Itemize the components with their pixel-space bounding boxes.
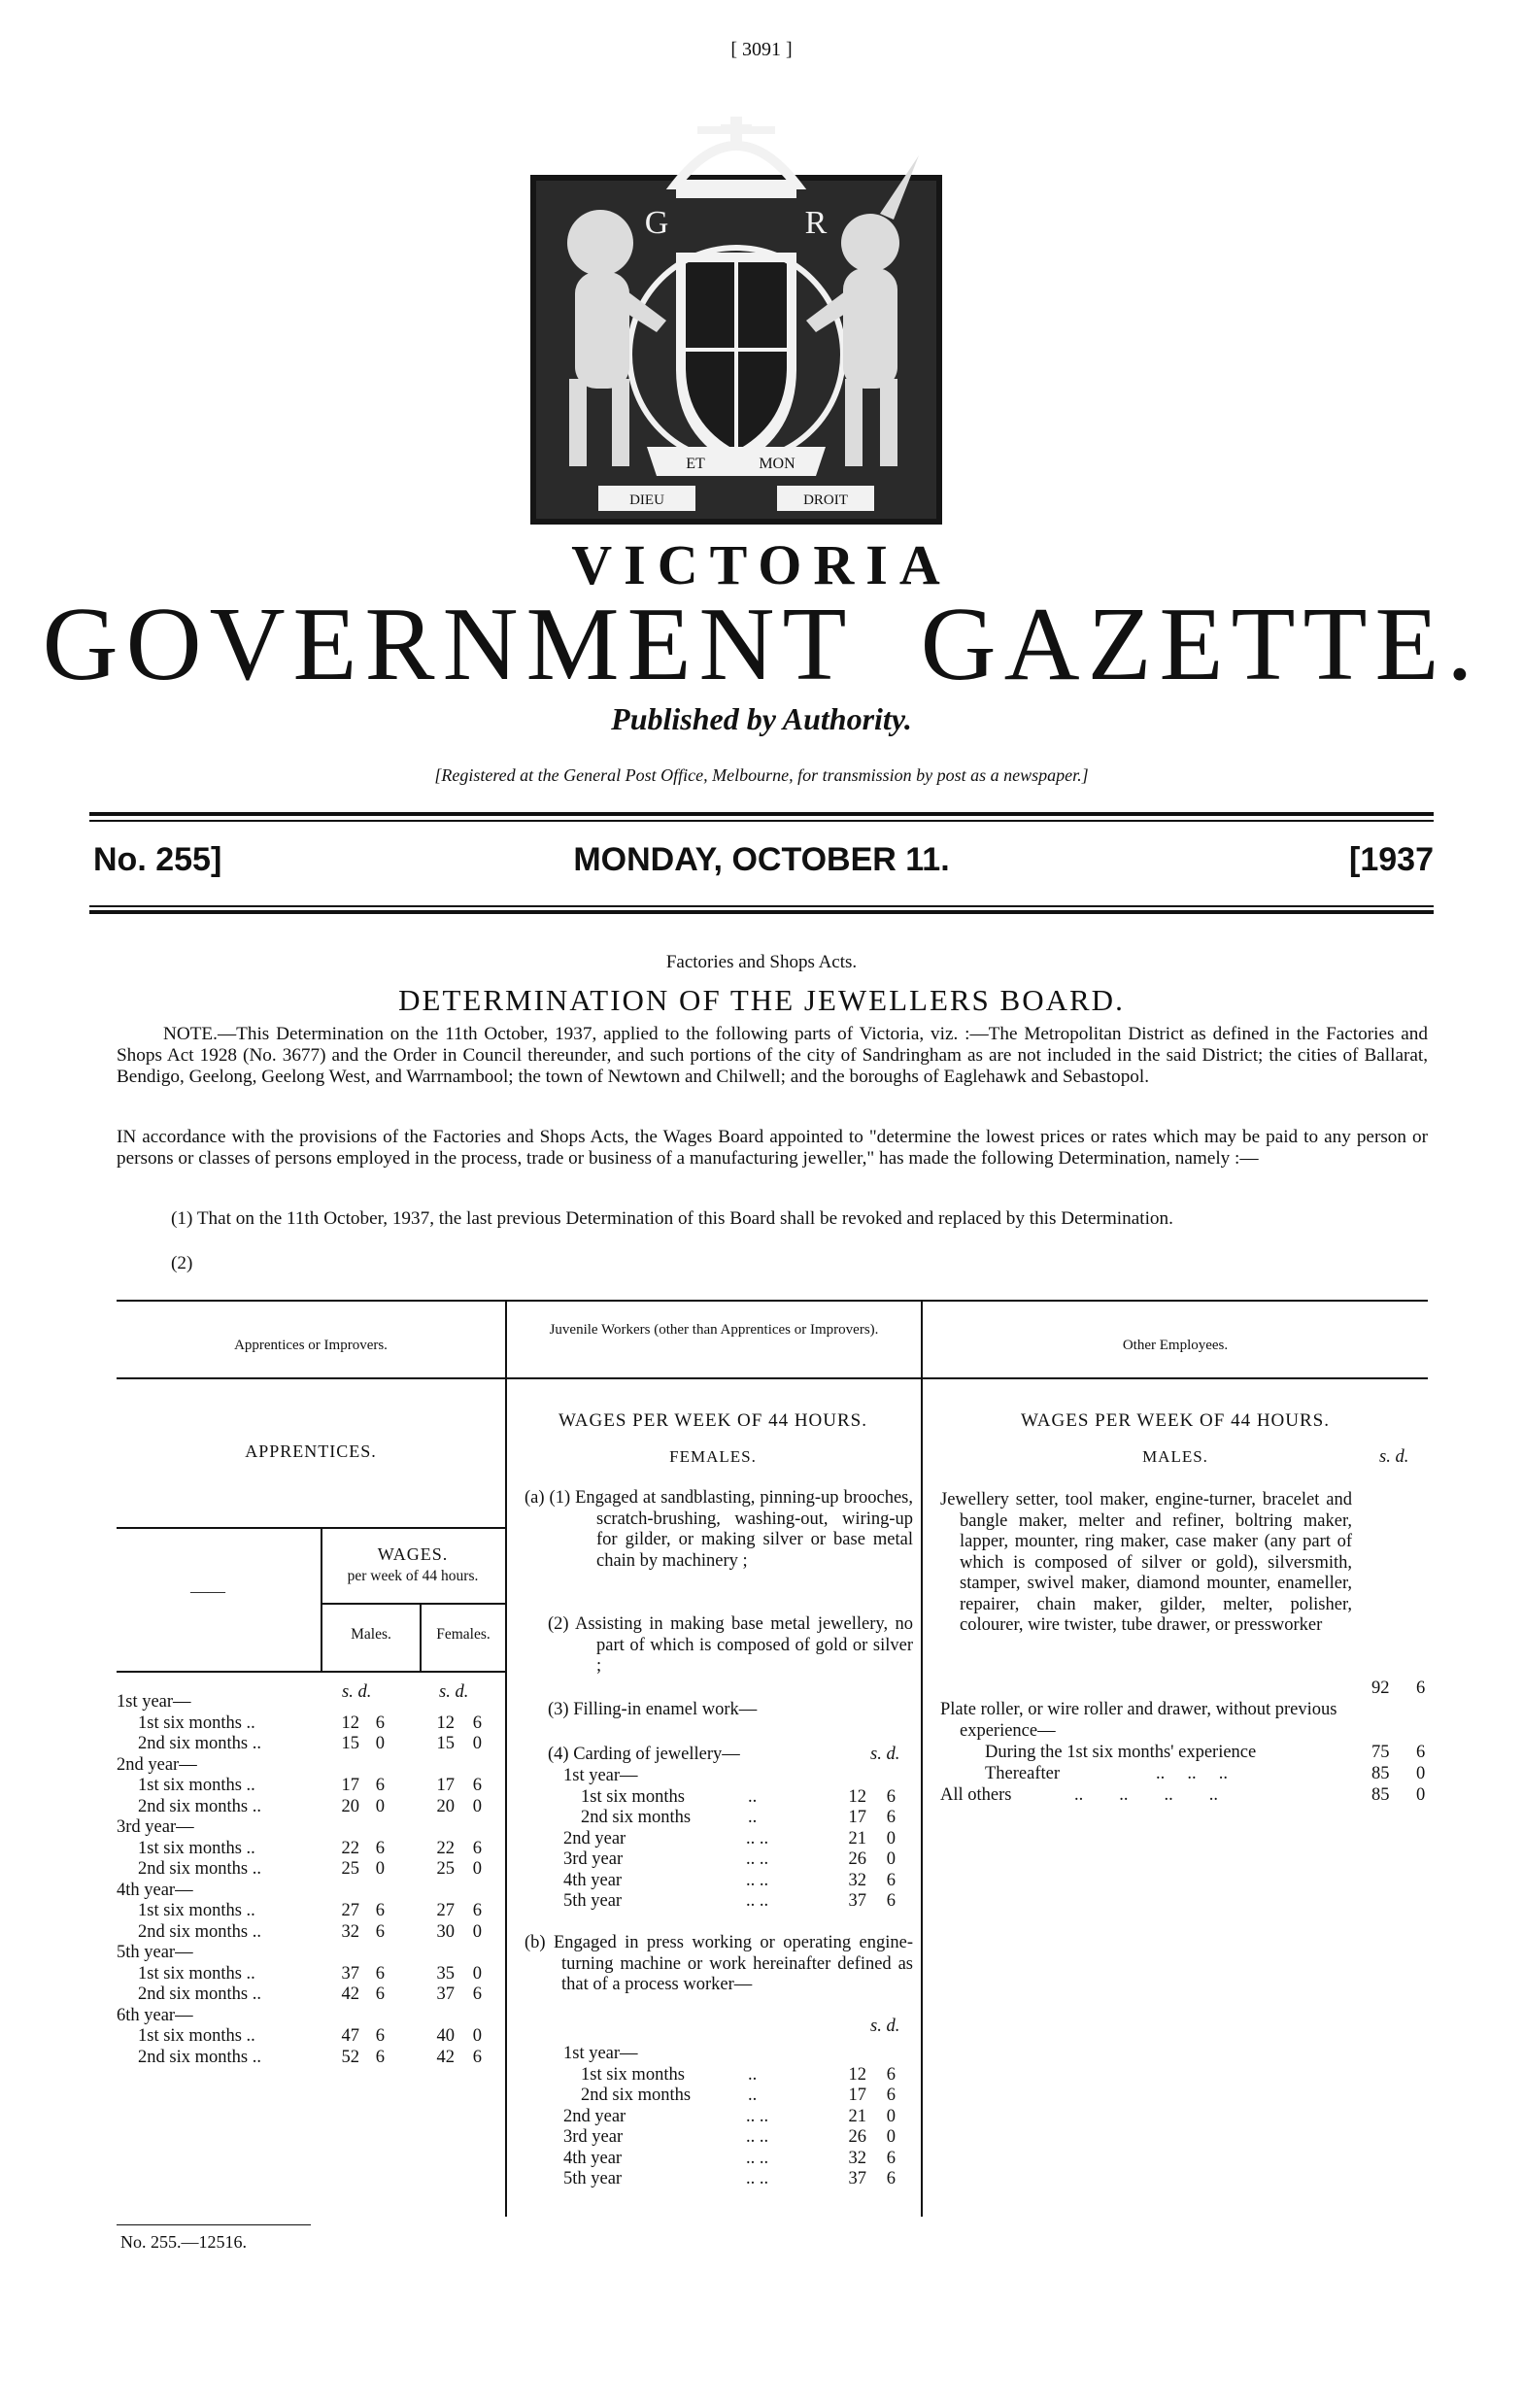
others-during: During the 1st six months' experience [985,1743,1257,1762]
masthead-victoria: VICTORIA [571,533,952,596]
apprentice-row-male-s: 27 [341,1901,359,1920]
juveniles-clause-a4: (4) Carding of jewellery— [548,1745,740,1764]
juveniles-females: FEMALES. [669,1447,757,1466]
clause-2: (2) [171,1253,193,1273]
masthead-rule-top [89,812,1434,816]
juvenile-row-leader: .. .. [746,2127,769,2147]
published-by-authority: Published by Authority. [611,701,912,736]
apprentice-row-male-s: 47 [341,2026,359,2046]
apprentice-row-female-d: 0 [472,1859,482,1879]
juveniles-clause-a2: (2) Assisting in making base metal jewellery, no part of which is composed of gold or silver ; [548,1614,913,1676]
apprentice-row-label: 2nd six months .. [138,2047,261,2067]
masthead-rule-bottom [89,910,1434,914]
motto-droit: DROIT [803,492,848,508]
others-jewellery-setter-d: 6 [1416,1679,1426,1698]
apprentice-row-male-d: 6 [375,1921,385,1942]
juvenile-row-label: 4th year [563,1870,623,1890]
juvenile-row-s: 37 [848,1891,866,1911]
juvenile-row-s: 17 [848,1808,866,1827]
juveniles-clause-b: (b) Engaged in press working or operating engine-turning machine or work hereinafter defined as that of a process worker— [525,1933,913,1994]
apprentice-row-label: 1st six months .. [138,1838,255,1858]
juvenile-row-leader: .. .. [746,1849,769,1869]
juvenile-row-leader: .. .. [746,1870,769,1890]
juveniles-wages-title: WAGES PER WEEK OF 44 HOURS. [558,1410,867,1431]
others-thereafter: Thereafter [985,1764,1061,1783]
apprentice-row-label: 2nd six months .. [138,1921,261,1942]
apprentice-row-label: 5th year— [117,1943,193,1962]
juvenile-row-d: 0 [886,2106,896,2126]
act-title: Factories and Shops Acts. [665,952,858,972]
apprentice-row-label: 6th year— [117,2005,193,2025]
juveniles-schedule-a [505,1766,921,1921]
juvenile-row-label: 1st six months [581,1786,685,1807]
apprentice-row-male-s: 37 [341,1963,359,1984]
apprentice-row-label: 1st six months .. [138,1776,255,1795]
juvenile-row-label: 3rd year [563,2127,624,2147]
juvenile-row-leader: .. .. [746,1891,769,1911]
apprentice-row-male-d: 6 [375,1963,385,1984]
apprentice-row-label: 2nd six months .. [138,1734,261,1753]
others-plate-roller: Plate roller, or wire roller and drawer, without previous experience— [940,1700,1337,1741]
others-jewellery-setter: Jewellery setter, tool maker, engine-turner, bracelet and bangle maker, melter and refiner, boltring maker, lapper, mounter, ring maker, case maker (any part of which is composed of silver or gold), silversmith, stamper, swivel maker, diamond mounter, enameller, repairer, chain maker, gilder, melter, polisher, colourer, wire twister, tube drawer, or pressworker [940,1490,1352,1635]
juvenile-row-s: 21 [848,2106,866,2126]
apprentice-row-label: 4th year— [117,1880,193,1900]
col-header-apprentices: Apprentices or Improvers. [234,1338,388,1353]
footer-rule [117,2224,311,2225]
apprentice-row-female-d: 6 [472,1713,482,1733]
registered-note: [Registered at the General Post Office, Melbourne, for transmission by post as a newspaper.] [434,765,1089,785]
apprentice-row-label: 2nd six months .. [138,1796,261,1816]
others-sd: s. d. [1379,1447,1409,1467]
juvenile-row-leader: .. .. [746,2169,769,2188]
apprentice-row-male-d: 6 [375,1838,385,1858]
juvenile-row-d: 6 [886,1808,896,1827]
apprentice-row-female-d: 6 [472,1776,482,1795]
apprentice-row-female-d: 0 [472,1963,482,1984]
juvenile-row-d: 0 [886,2127,896,2147]
others-males: MALES. [1142,1447,1208,1466]
masthead-rule-top-thin [89,820,1434,822]
apprentice-row-male-s: 32 [341,1921,359,1942]
juvenile-row-d: 6 [886,2169,896,2188]
initial-r: R [804,205,828,241]
juvenile-row-leader: .. [748,2086,758,2105]
apprentice-row-female-s: 37 [436,1984,455,2004]
apprentice-row-female-s: 25 [436,1859,455,1879]
apprentice-row-female-d: 0 [472,1796,482,1816]
others-all-others: All others [940,1785,1012,1805]
juvenile-row-label: 5th year [563,1891,623,1911]
juvenile-row-d: 6 [886,2086,896,2105]
juvenile-row-s: 12 [848,2064,866,2085]
juvenile-row-d: 0 [886,1828,896,1848]
apprentice-row-female-d: 6 [472,1984,482,2004]
apprentice-row-female-d: 0 [472,1734,482,1753]
note-paragraph: NOTE.—This Determination on the 11th October, 1937, applied to the following parts of Victoria, viz. :—The Metropolitan District as defined in the Factories and Shops Act 1928 (No. 3677) and the Order in Council thereunder, and such portions of the city of Sandringham as are not included in the said District; the cities of Ballarat, Bendigo, Geelong, Geelong West, and Warrnambool; the town of Newtown and Chilwell; and the boroughs of Eaglehawk and Sebastopol. [117,1024,1428,1087]
juvenile-row-d: 0 [886,1849,896,1869]
apprentice-row-female-d: 6 [472,1901,482,1920]
issue-year: [1937 [1349,841,1434,878]
juveniles-clause-a3: (3) Filling-in enamel work— [548,1700,758,1719]
juvenile-row-d: 6 [886,2148,896,2168]
juvenile-row-s: 32 [848,2148,866,2168]
page-number: [ 3091 ] [730,39,793,60]
apprentice-row-male-d: 0 [375,1796,385,1816]
juvenile-row-label: 3rd year [563,1849,624,1869]
juvenile-row-s: 37 [848,2169,866,2188]
apprentice-row-female-s: 42 [436,2047,455,2067]
apprentice-row-male-d: 0 [375,1734,385,1753]
apprentice-row-male-s: 17 [341,1776,359,1795]
others-thereafter-dots: .. .. .. [1156,1764,1228,1783]
apprentice-row-label: 1st six months .. [138,2026,255,2046]
apprentice-row-label: 1st six months .. [138,1713,255,1733]
juvenile-row-d: 6 [886,1870,896,1890]
apprentice-row-male-d: 6 [375,1901,385,1920]
apprentices-wages-sub: per week of 44 hours. [347,1568,479,1584]
juvenile-row-leader: .. .. [746,1828,769,1848]
table-col-divider-2 [921,1300,923,2217]
issue-date: MONDAY, OCTOBER 11. [573,841,950,878]
juvenile-row-d: 6 [886,1786,896,1807]
juvenile-row-d: 6 [886,2064,896,2085]
table-top-rule [117,1300,1428,1302]
apprentice-row-label: 1st six months .. [138,1901,255,1920]
ribbon-mon: MON [759,456,795,472]
apprentice-row-female-d: 0 [472,1921,482,1942]
apprentice-row-female-s: 22 [436,1838,455,1858]
apprentice-row-label: 2nd six months .. [138,1859,261,1879]
apprentices-sd-females: s. d. [439,1682,469,1702]
juvenile-row-label: 2nd six months [581,1808,692,1827]
apprentice-row-female-d: 0 [472,2026,482,2046]
apprentice-row-male-d: 6 [375,1984,385,2004]
masthead-rule-bottom-thin [89,905,1434,907]
apprentices-sex-rule [321,1603,505,1605]
masthead-title: GOVERNMENT GAZETTE. [42,587,1481,702]
apprentice-row-male-d: 6 [375,2026,385,2046]
apprentice-row-male-s: 15 [341,1734,359,1753]
table-header-rule [117,1377,1428,1379]
juvenile-row-label: 4th year [563,2148,623,2168]
royal-coat-of-arms [530,117,942,525]
apprentices-sd-males: s. d. [342,1682,372,1702]
ribbon-et: ET [686,456,705,472]
clause-1: (1) That on the 11th October, 1937, the last previous Determination of this Board shall be revoked and replaced by this Determination. [171,1208,1173,1229]
juvenile-row-label: 1st year— [563,1766,638,1785]
crown-icon [676,117,796,198]
footer-number: No. 255.—12516. [120,2232,247,2252]
apprentice-row-female-d: 6 [472,2047,482,2067]
determination-heading: DETERMINATION OF THE JEWELLERS BOARD. [398,983,1125,1017]
apprentice-row-female-s: 30 [436,1921,455,1942]
others-all-others-dots: .. .. .. .. [1074,1785,1218,1805]
apprentice-row-male-d: 6 [375,2047,385,2067]
apprentices-body-rule [117,1671,505,1673]
apprentice-row-male-d: 6 [375,1713,385,1733]
apprentice-row-male-s: 20 [341,1796,359,1816]
col-header-others: Other Employees. [1122,1338,1229,1353]
juvenile-row-label: 1st six months [581,2064,685,2085]
juvenile-row-leader: .. [748,1808,758,1827]
others-during-s: 75 [1371,1743,1390,1762]
juvenile-row-label: 5th year [563,2169,623,2188]
juvenile-row-d: 6 [886,1891,896,1911]
juveniles-sd-b: s. d. [870,2017,900,2036]
juvenile-row-leader: .. .. [746,2148,769,2168]
others-wages-title: WAGES PER WEEK OF 44 HOURS. [1020,1410,1330,1431]
apprentice-row-male-s: 42 [341,1984,359,2004]
others-thereafter-d: 0 [1416,1764,1426,1783]
juvenile-row-s: 32 [848,1870,866,1890]
apprentices-males-header: Males. [351,1626,391,1643]
apprentice-row-label: 1st year— [117,1692,191,1712]
juvenile-row-s: 17 [848,2086,866,2105]
apprentice-row-label: 2nd year— [117,1754,197,1775]
apprentice-row-female-s: 15 [436,1734,455,1753]
apprentice-row-male-s: 22 [341,1838,359,1858]
col-header-juveniles: Juvenile Workers (other than Apprentices or Improvers). [549,1322,879,1338]
others-all-others-s: 85 [1371,1785,1390,1805]
juvenile-row-label: 2nd year [563,1828,626,1848]
juvenile-row-s: 26 [848,2127,866,2147]
apprentice-row-male-s: 52 [341,2047,359,2067]
apprentice-row-female-s: 20 [436,1796,455,1816]
others-thereafter-s: 85 [1371,1764,1390,1783]
juveniles-sd-a: s. d. [870,1745,900,1764]
juvenile-row-s: 21 [848,1828,866,1848]
apprentices-females-header: Females. [436,1626,491,1643]
apprentices-wages-rule [117,1527,505,1529]
apprentice-row-male-s: 25 [341,1859,359,1879]
apprentice-row-male-s: 12 [341,1713,359,1733]
juvenile-row-label: 1st year— [563,2044,638,2063]
apprentice-row-female-s: 27 [436,1901,455,1920]
apprentice-row-female-d: 6 [472,1838,482,1858]
apprentice-row-female-s: 17 [436,1776,455,1795]
apprentice-row-female-s: 40 [436,2026,455,2046]
juvenile-row-s: 26 [848,1849,866,1869]
motto-dieu: DIEU [629,492,664,508]
apprentice-row-label: 3rd year— [117,1817,194,1837]
issue-number: No. 255] [93,841,222,878]
juveniles-schedule-b [505,2044,921,2199]
juvenile-row-leader: .. [748,2064,758,2085]
apprentice-row-label: 1st six months .. [138,1963,255,1984]
apprentice-row-male-d: 6 [375,1776,385,1795]
juvenile-row-label: 2nd six months [581,2086,692,2105]
apprentices-title: APPRENTICES. [245,1441,377,1461]
juvenile-row-leader: .. [748,1786,758,1807]
juvenile-row-leader: .. .. [746,2106,769,2126]
juveniles-clause-a1: (a) (1) Engaged at sandblasting, pinning-up brooches, scratch-brushing, washing-out, wiring-up for gilder, or making silver or base metal chain by machinery ; [525,1488,913,1571]
intro-paragraph: IN accordance with the provisions of the Factories and Shops Acts, the Wages Board appointed to "determine the lowest prices or rates which may be paid to any person or persons or classes of persons employed in the process, trade or business of a manufacturing jeweller," has made the following Determination, namely :— [117,1127,1428,1169]
apprentice-row-female-s: 35 [436,1963,455,1984]
others-all-others-d: 0 [1416,1785,1426,1805]
initial-g: G [644,205,669,241]
apprentices-schedule [117,1692,505,2081]
apprentices-wages-title: WAGES. [377,1544,449,1564]
apprentice-row-male-d: 0 [375,1859,385,1879]
apprentice-row-label: 2nd six months .. [138,1984,261,2004]
others-jewellery-setter-s: 92 [1371,1679,1390,1698]
juvenile-row-label: 2nd year [563,2106,626,2126]
others-during-d: 6 [1416,1743,1426,1762]
apprentices-dash: —— [190,1581,225,1601]
juvenile-row-s: 12 [848,1786,866,1807]
apprentice-row-female-s: 12 [436,1713,455,1733]
